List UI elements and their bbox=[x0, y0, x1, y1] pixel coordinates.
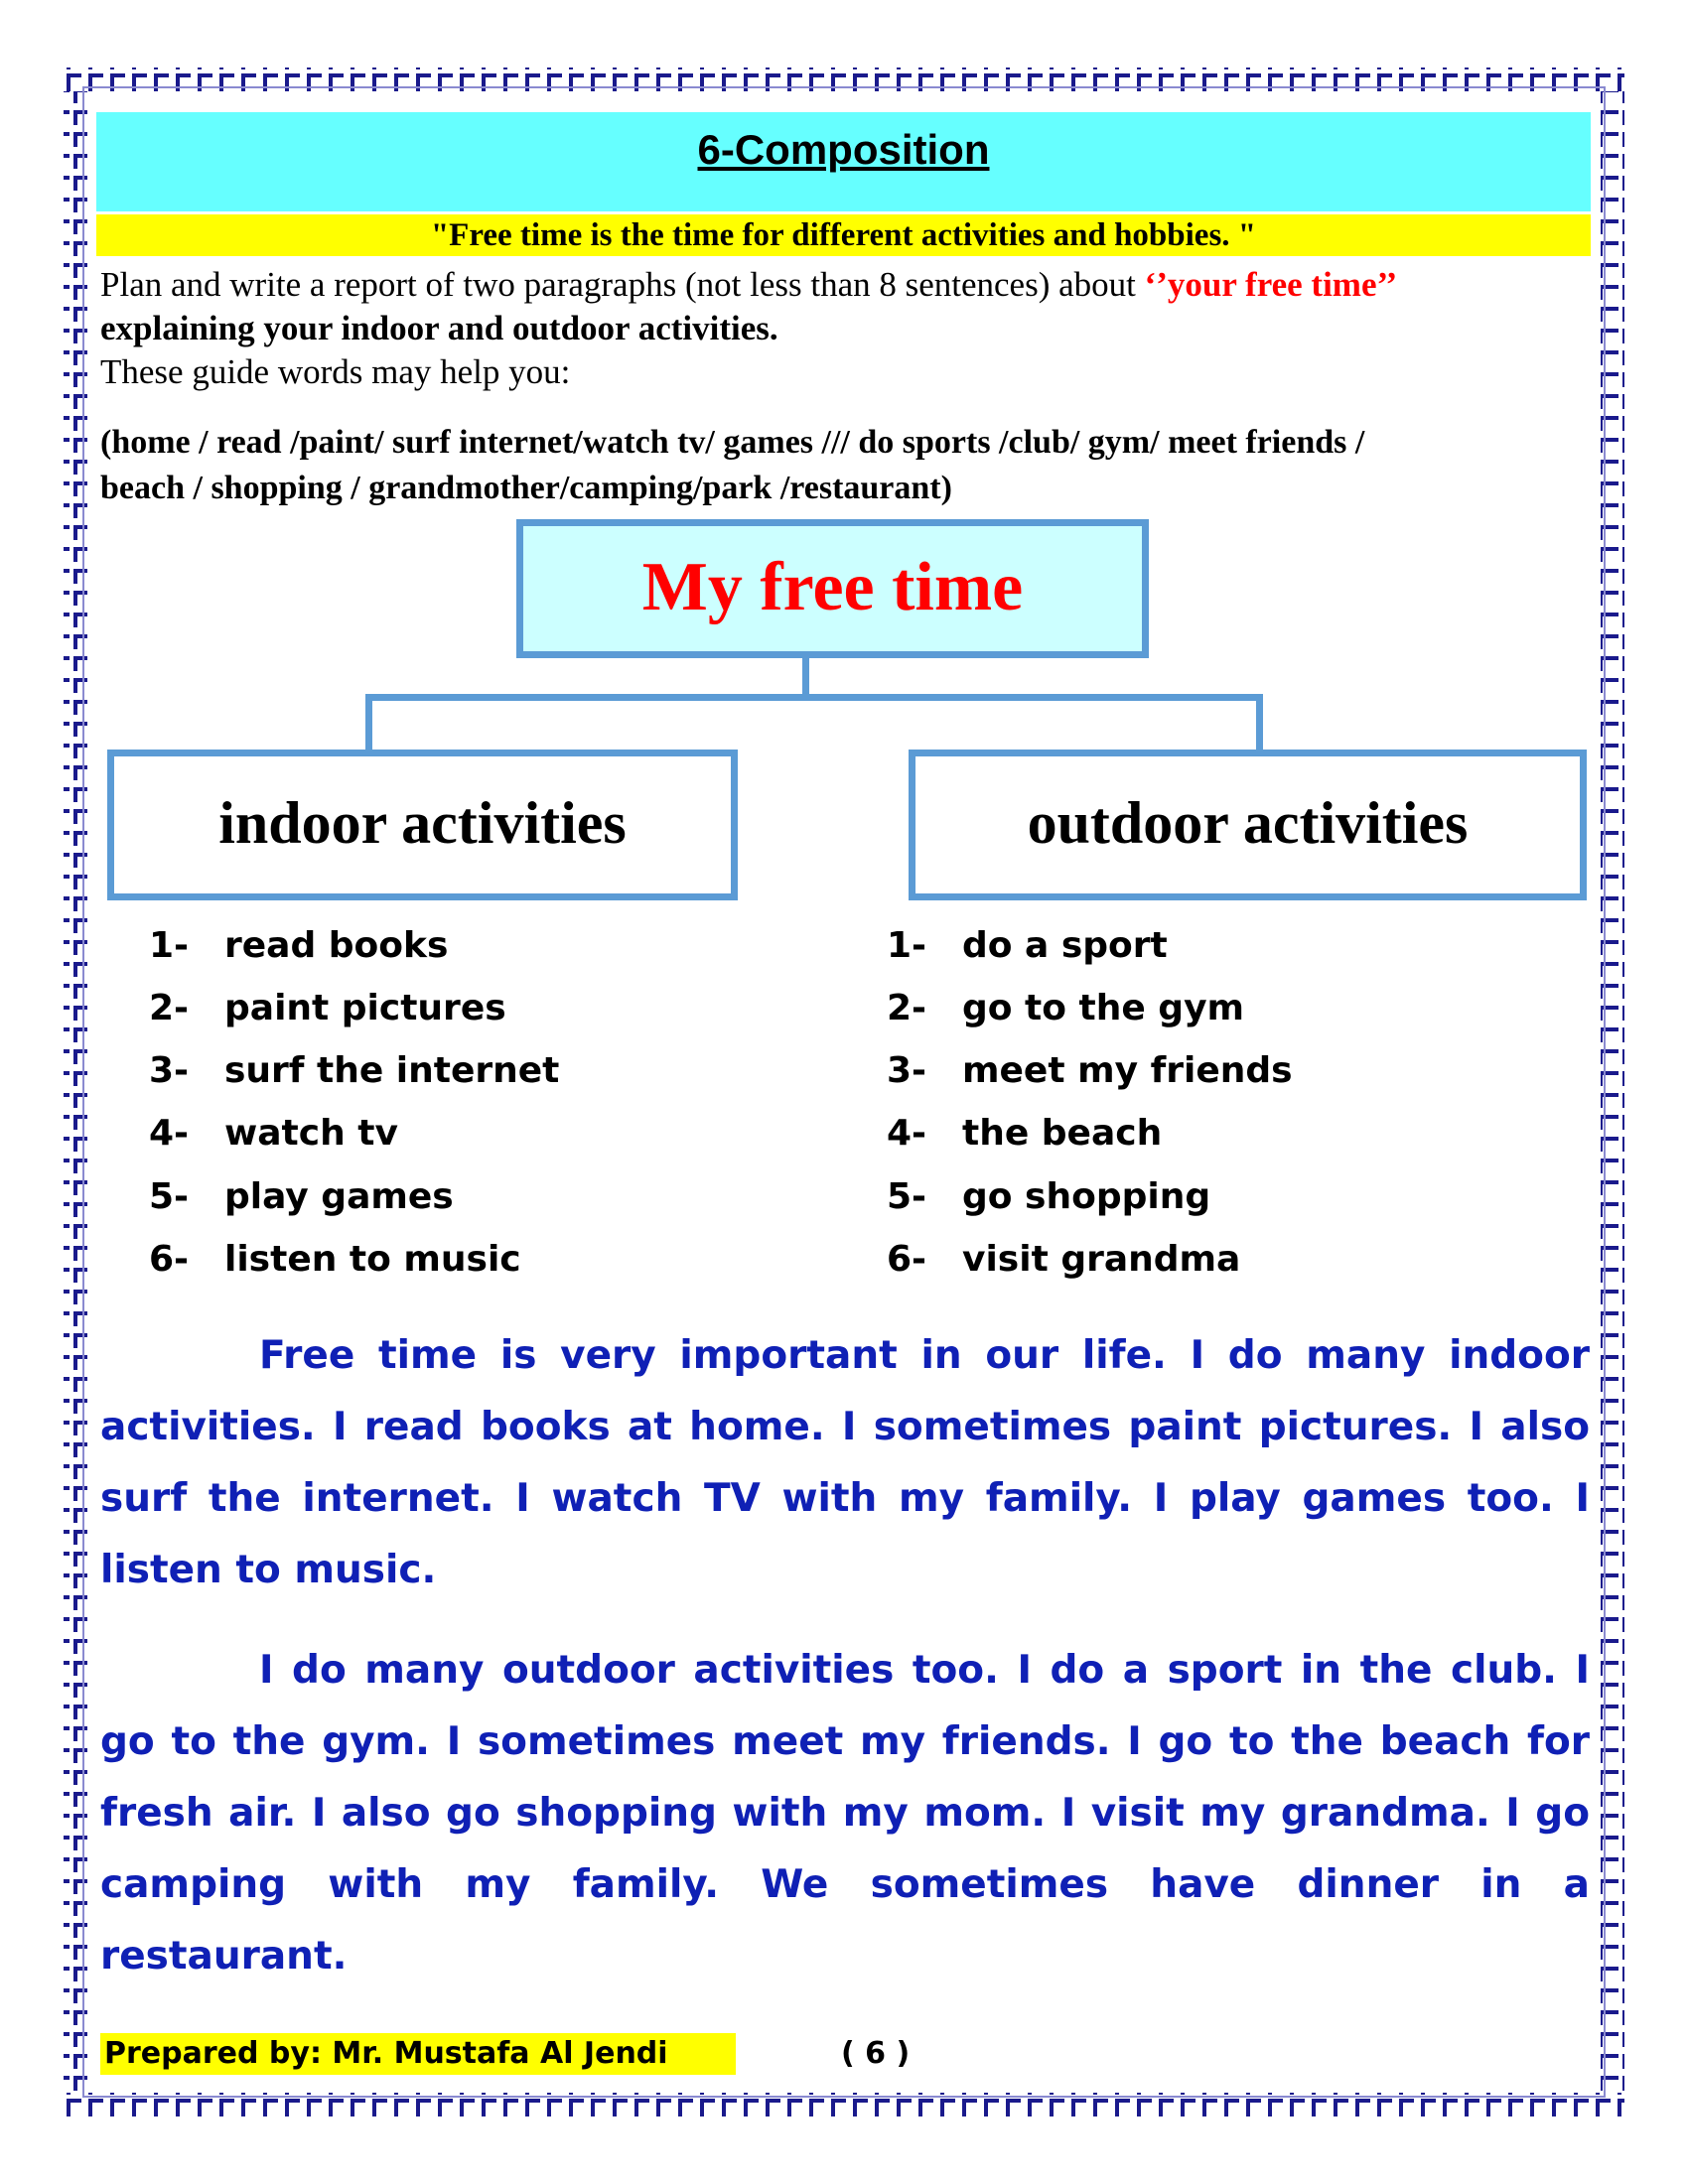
center-topic: My free time bbox=[641, 549, 1024, 625]
instruction-line-3: These guide words may help you: bbox=[100, 352, 571, 391]
list-item: 5- play games bbox=[149, 1176, 454, 1217]
instruction-text: Plan and write a report of two paragraphs (not less than 8 sentences) about bbox=[100, 265, 1145, 304]
list-item: 3- meet my friends bbox=[887, 1050, 1293, 1091]
list-item: 2- paint pictures bbox=[149, 988, 506, 1028]
page-title: 6-Composition bbox=[697, 126, 990, 173]
list-item: 6- listen to music bbox=[149, 1239, 521, 1280]
list-item: 3- surf the internet bbox=[149, 1050, 560, 1091]
guide-words-line-2: beach / shopping / grandmother/camping/park /restaurant) bbox=[100, 470, 952, 506]
list-item: 4- the beach bbox=[887, 1113, 1163, 1154]
page-number: ( 6 ) bbox=[841, 2036, 911, 2071]
outdoor-box bbox=[909, 750, 1587, 900]
list-item: 5- go shopping bbox=[887, 1176, 1211, 1217]
guide-words-line-1: (home / read /paint/ surf internet/watch tv/ games /// do sports /club/ gym/ meet friends / bbox=[100, 424, 1365, 461]
connector-left bbox=[365, 694, 372, 750]
guide-words bbox=[100, 420, 1590, 511]
list-item: 2- go to the gym bbox=[887, 988, 1245, 1028]
list-item: 1- do a sport bbox=[887, 925, 1168, 966]
outdoor-heading: outdoor activities bbox=[1027, 790, 1469, 856]
list-item: 1- read books bbox=[149, 925, 449, 966]
connector-horizontal bbox=[365, 694, 1263, 701]
center-topic-box bbox=[516, 519, 1149, 658]
paragraph-indoor: Free time is very important in our life. I do many indoor activities. I read books at home. I sometimes paint pictures. I also surf the internet. I watch TV with my family. I play games too. I listen to music. bbox=[100, 1333, 1590, 1592]
indoor-heading: indoor activities bbox=[218, 790, 627, 856]
instruction-line-2: explaining your indoor and outdoor activities. bbox=[100, 309, 778, 347]
indoor-box bbox=[107, 750, 738, 900]
list-item: 4- watch tv bbox=[149, 1113, 398, 1154]
list-item: 6- visit grandma bbox=[887, 1239, 1241, 1280]
instruction-line-1 bbox=[100, 263, 1590, 307]
quote-text: "Free time is the time for different activities and hobbies. " bbox=[430, 217, 1257, 253]
connector-right bbox=[1256, 694, 1263, 750]
title-band bbox=[96, 112, 1591, 211]
prepared-by: Prepared by: Mr. Mustafa Al Jendi bbox=[100, 2033, 736, 2075]
quote-band bbox=[96, 214, 1591, 256]
paragraph-outdoor: I do many outdoor activities too. I do a sport in the club. I go to the gym. I sometimes meet my friends. I go to the beach for fresh air. I also go shopping with my mom. I visit my grandma. I go camping with my family. We sometimes have dinner in a restaurant. bbox=[100, 1648, 1590, 1979]
topic-highlight: ‘’your free time’’ bbox=[1144, 265, 1398, 304]
